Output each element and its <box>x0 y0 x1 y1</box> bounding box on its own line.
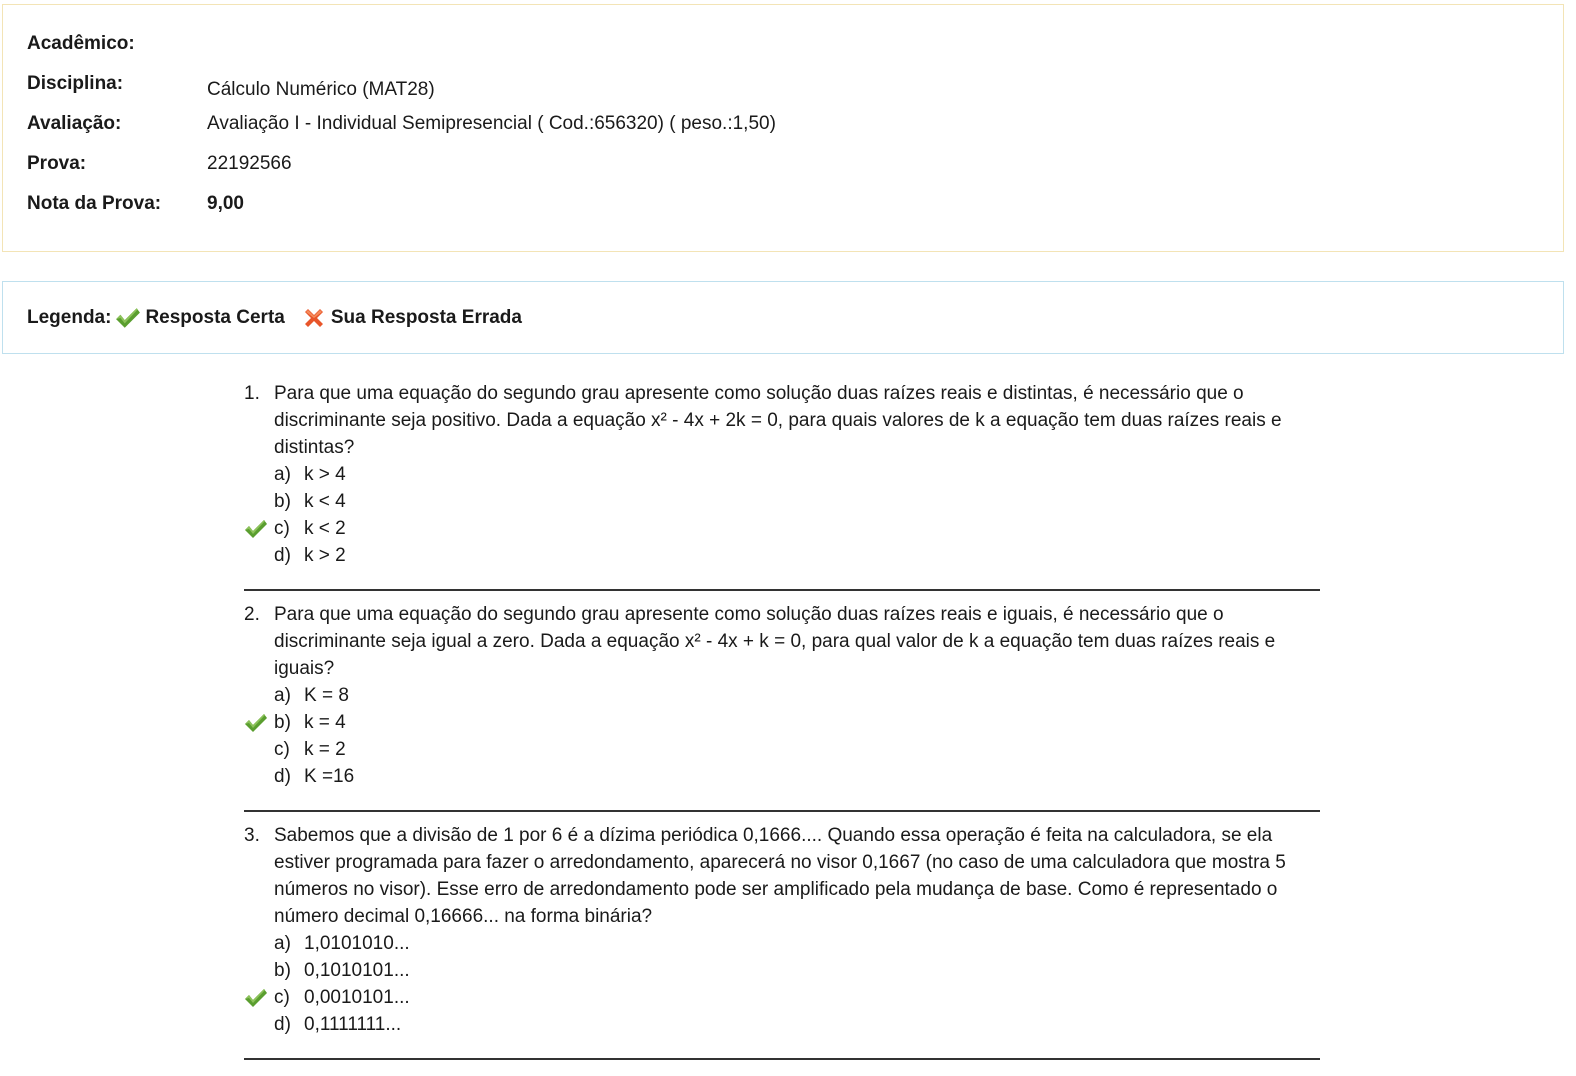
check-icon <box>244 713 268 733</box>
option-letter: a) <box>274 464 291 485</box>
option-d <box>274 542 1320 569</box>
option-text: 0,1010101... <box>304 960 410 981</box>
check-icon <box>244 519 268 539</box>
question-text: Para que uma equação do segundo grau apresente como solução duas raízes reais e distintas, é necessário que o discriminante seja positivo. Dada a equação x² - 4x + 2k = 0, para quais valores de k a equação tem duas raízes reais e distintas? <box>274 383 1282 458</box>
prova-value: 22192566 <box>207 153 292 174</box>
option-letter: d) <box>274 545 291 566</box>
option-text: k = 2 <box>304 739 346 760</box>
question-number: 2. <box>244 604 260 625</box>
avaliacao-value: Avaliação I - Individual Semipresencial ( Cod.:656320) ( peso.:1,50) <box>207 113 776 134</box>
option-letter: c) <box>274 518 290 539</box>
option-a <box>274 930 1320 957</box>
check-icon <box>244 988 268 1008</box>
option-b <box>274 488 1320 515</box>
avaliacao-label: Avaliação: <box>27 113 122 134</box>
option-text: k > 4 <box>304 464 346 485</box>
option-b <box>274 709 1320 736</box>
legend-wrong-label: Sua Resposta Errada <box>330 307 522 328</box>
question-number: 3. <box>244 825 260 846</box>
question-text: Para que uma equação do segundo grau apresente como solução duas raízes reais e iguais, é necessário que o discriminante seja igual a zero. Dada a equação x² - 4x + k = 0, para qual valor de k a equação tem duas raízes reais e iguais? <box>274 604 1276 679</box>
option-text: K = 8 <box>304 685 349 706</box>
option-letter: a) <box>274 685 291 706</box>
question-2 <box>244 601 1320 812</box>
question-list <box>244 380 1320 1060</box>
option-letter: b) <box>274 960 291 981</box>
option-c <box>274 736 1320 763</box>
option-text: k < 2 <box>304 518 346 539</box>
question-3 <box>244 822 1320 1060</box>
option-text: 1,0101010... <box>304 933 410 954</box>
exam-info-panel <box>2 4 1564 252</box>
option-letter: b) <box>274 491 291 512</box>
legend-panel <box>2 281 1564 354</box>
option-letter: c) <box>274 987 290 1008</box>
option-text: k = 4 <box>304 712 346 733</box>
nota-value: 9,00 <box>207 193 244 214</box>
option-letter: c) <box>274 739 290 760</box>
nota-label: Nota da Prova: <box>27 193 162 214</box>
question-number: 1. <box>244 383 260 404</box>
disciplina-label: Disciplina: <box>27 73 124 94</box>
legend-label: Legenda: <box>27 307 112 328</box>
option-letter: b) <box>274 712 291 733</box>
option-text: 0,1111111... <box>304 1014 402 1035</box>
check-icon <box>115 306 141 330</box>
disciplina-value: Cálculo Numérico (MAT28) <box>207 79 435 100</box>
option-c <box>274 984 1320 1011</box>
option-d <box>274 1011 1320 1038</box>
prova-label: Prova: <box>27 153 87 174</box>
option-text: k > 2 <box>304 545 346 566</box>
legend-correct-label: Resposta Certa <box>145 307 285 328</box>
option-letter: d) <box>274 766 291 787</box>
academico-label: Acadêmico: <box>27 33 135 54</box>
option-a <box>274 682 1320 709</box>
question-1 <box>244 380 1320 591</box>
question-text: Sabemos que a divisão de 1 por 6 é a dízima periódica 0,1666.... Quando essa operação é feita na calculadora, se ela estiver programada para fazer o arredondamento, aparecerá no visor 0,1667 (no caso de uma calculadora que mostra 5 números no visor). Esse erro de arredondamento pode ser amplificado pela mudança de base. Como é representado o número decimal 0,16666... na forma binária? <box>274 825 1286 927</box>
option-letter: a) <box>274 933 291 954</box>
legend <box>27 306 522 330</box>
x-icon <box>301 306 327 330</box>
option-text: k < 4 <box>304 491 346 512</box>
option-text: 0,0010101... <box>304 987 410 1008</box>
option-letter: d) <box>274 1014 291 1035</box>
option-text: K =16 <box>304 766 355 787</box>
option-d <box>274 763 1320 790</box>
option-b <box>274 957 1320 984</box>
option-c <box>274 515 1320 542</box>
option-a <box>274 461 1320 488</box>
